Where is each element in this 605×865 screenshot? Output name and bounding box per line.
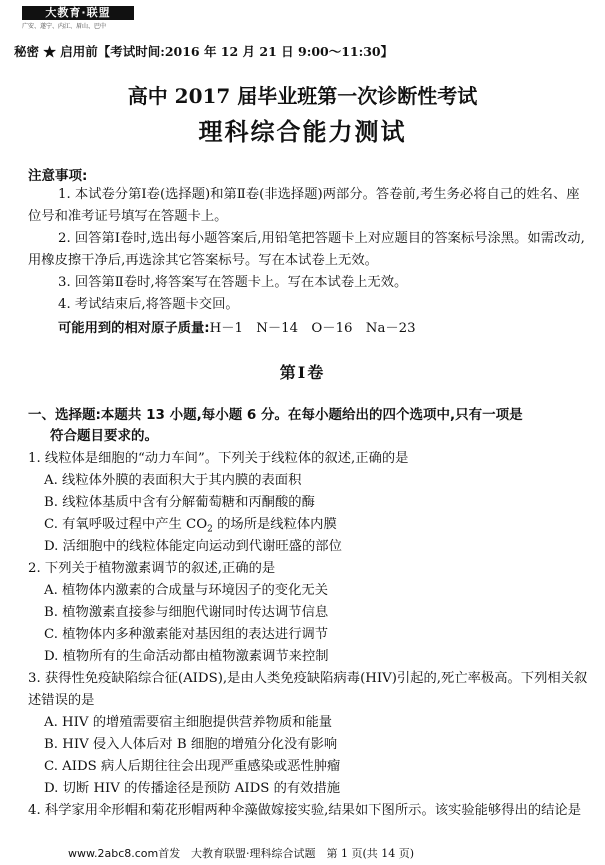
- question-3-stem: 3. 获得性免疫缺陷综合征(AIDS),是由人类免疫缺陷病毒(HIV)引起的,死亡率极高。下列相关叙述错误的是: [28, 671, 588, 708]
- note-item-3: 3. 回答第Ⅱ卷时,将答案写在答题卡上。写在本试卷上无效。: [58, 275, 408, 290]
- question-3-option-d: D. 切断 HIV 的传播途径是预防 AIDS 的有效措施: [44, 781, 341, 796]
- note-item-1: 1. 本试卷分第Ⅰ卷(选择题)和第Ⅱ卷(非选择题)两部分。答卷前,考生务必将自己的姓名、座位号和准考证号填写在答题卡上。: [28, 187, 580, 224]
- section-instruction-line1: 一、选择题:本题共 13 小题,每小题 6 分。在每小题给出的四个选项中,只有一项是: [28, 407, 523, 423]
- q1c-pre: C. 有氧呼吸过程中产生 CO: [44, 517, 208, 532]
- section-title: 第Ⅰ卷: [279, 363, 326, 382]
- question-1-option-b: B. 线粒体基质中含有分解葡萄糖和丙酮酸的酶: [44, 495, 315, 510]
- question-2-option-c: C. 植物体内多种激素能对基因组的表达进行调节: [44, 627, 329, 642]
- atomic-mass-values: H－1 N－14 O－16 Na－23: [209, 321, 416, 336]
- exam-time-line: 秘密 ★ 启用前【考试时间:2016 年 12 月 21 日 9:00～11:30】: [14, 44, 394, 59]
- question-3-option-a: A. HIV 的增殖需要宿主细胞提供营养物质和能量: [44, 715, 333, 730]
- question-2-option-d: D. 植物所有的生命活动都由植物激素调节来控制: [44, 649, 329, 664]
- publisher-logo: 大教育·联盟: [22, 6, 134, 20]
- q1c-sub: 2: [207, 524, 213, 535]
- section-instruction: [28, 405, 588, 447]
- question-1-option-a: A. 线粒体外膜的表面积大于其内膜的表面积: [44, 473, 302, 488]
- source-watermark: www.2abc8.com首发: [68, 847, 181, 860]
- question-2-stem: 2. 下列关于植物激素调节的叙述,正确的是: [28, 561, 276, 576]
- note-item-4: 4. 考试结束后,将答题卡交回。: [58, 297, 239, 312]
- question-3-option-c: C. AIDS 病人后期往往会出现严重感染或恶性肿瘤: [44, 759, 341, 774]
- atomic-mass-label: 可能用到的相对原子质量:: [58, 321, 210, 336]
- atomic-mass-line: [58, 317, 416, 336]
- question-3-option-b: B. HIV 侵入人体后对 B 细胞的增殖分化没有影响: [44, 737, 338, 752]
- section-instruction-line2: 符合题目要求的。: [50, 428, 158, 444]
- question-4-stem: 4. 科学家用伞形帽和菊花形帽两种伞藻做嫁接实验,结果如下图所示。该实验能够得出的结论是: [28, 803, 582, 818]
- question-1-option-d: D. 活细胞中的线粒体能定向运动到代谢旺盛的部位: [44, 539, 342, 554]
- exam-title: 高中 2017 届毕业班第一次诊断性考试: [127, 84, 478, 108]
- q1c-post: 的场所是线粒体内膜: [212, 517, 337, 532]
- question-2-option-b: B. 植物激素直接参与细胞代谢同时传达调节信息: [44, 605, 329, 620]
- question-1-stem: 1. 线粒体是细胞的“动力车间”。下列关于线粒体的叙述,正确的是: [28, 451, 409, 466]
- notes-heading: 注意事项:: [28, 168, 88, 184]
- question-2-option-a: A. 植物体内激素的合成量与环境因子的变化无关: [44, 583, 328, 598]
- page-footer: [0, 845, 605, 861]
- logo-cities: 广安、遂宁、内江、眉山、巴中: [22, 23, 107, 30]
- subject-title: 理科综合能力测试: [198, 118, 407, 146]
- note-item-2: 2. 回答第Ⅰ卷时,选出每小题答案后,用铅笔把答题卡上对应题目的答案标号涂黑。如需改动,用橡皮擦干净后,再选涂其它答案标号。写在本试卷上无效。: [28, 231, 585, 268]
- page-number: 大教育联盟·理科综合试题 第 1 页(共 14 页): [190, 847, 415, 860]
